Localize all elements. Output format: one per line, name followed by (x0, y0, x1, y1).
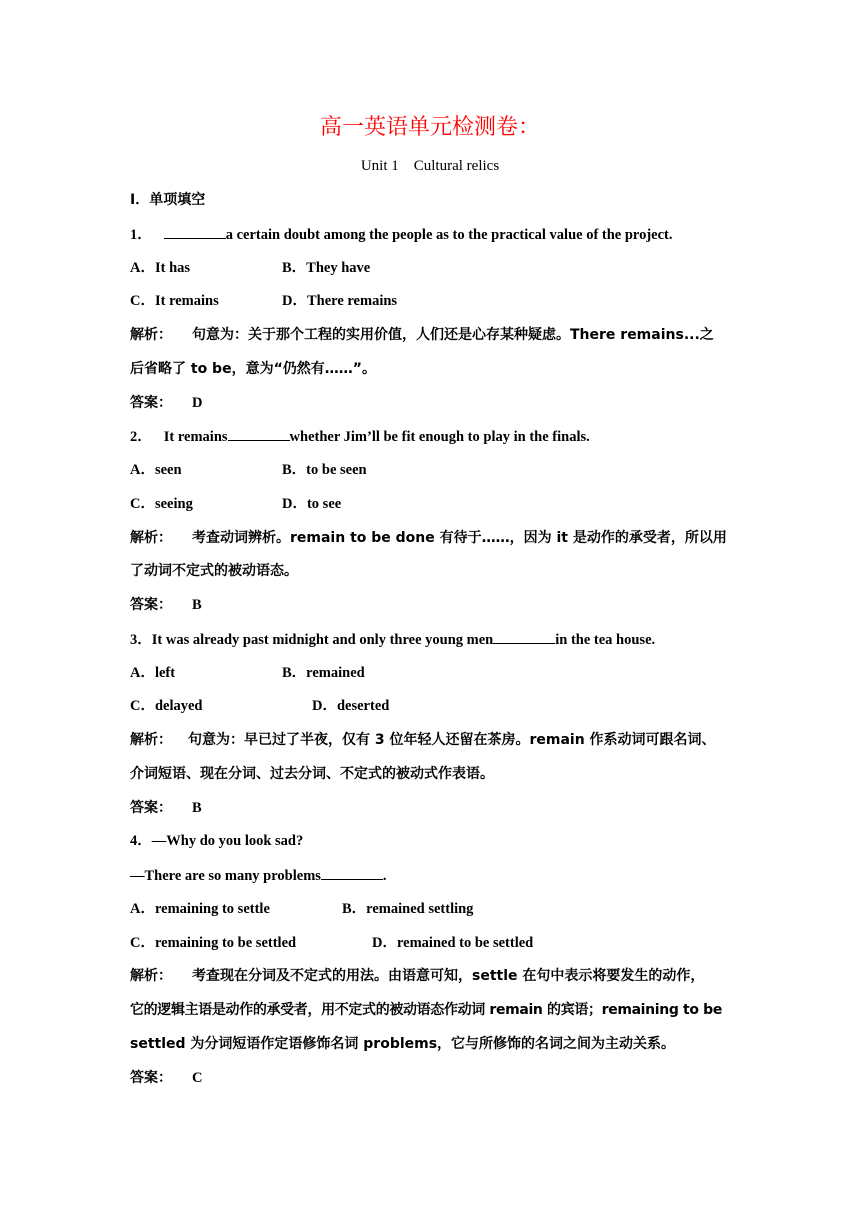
question-3-stem: 3．It was already past midnight and only three young men in the tea house. (130, 628, 740, 662)
question-4-analysis-cont: 它的逻辑主语是动作的承受者，用不定式的被动语态作动词 remain 的宾语；remaining to be (130, 1002, 722, 1018)
question-1-stem: 1． a certain doubt among the people as to the practical value of the project. (130, 223, 740, 257)
question-2-analysis-cont: 了动词不定式的被动语态。 (130, 563, 298, 580)
answer-blank (228, 425, 290, 441)
answer-blank (321, 864, 383, 880)
question-1-options-cd: C．It remains D．There remains (130, 293, 398, 310)
question-2-stem: 2． It remains whether Jim’ll be fit enough to play in the finals. (130, 425, 740, 459)
question-2-options-cd: C．seeing D．to see (130, 495, 342, 512)
question-3-options-cd: C．delayed D．deserted (130, 698, 390, 715)
question-4-analysis: 解析： 考查现在分词及不定式的用法。由语意可知，settle 在句中表示将要发生的动作， (130, 968, 705, 985)
question-2-answer: 答案： B (130, 597, 202, 613)
question-1-analysis-cont: 后省略了 to be，意为“仍然有……”。 (130, 360, 376, 377)
question-4-answer: 答案： C (130, 1069, 203, 1086)
page-subtitle: Unit 1 Cultural relics (360, 158, 500, 174)
section-heading: I．单项填空 (130, 192, 206, 208)
question-2-options-ab: A．seen B．to be seen (130, 462, 367, 478)
question-1-options-ab: A．It has B．They have (130, 259, 371, 276)
question-3-answer: 答案： B (130, 799, 202, 816)
question-4-options-ab: A．remaining to settle B．remained settling (130, 900, 474, 917)
answer-blank (493, 628, 555, 644)
question-3-analysis: 解析： 句意为：早已过了半夜，仅有 3 位年轻人还留在茶房。remain 作系动词可跟名词、 (130, 732, 716, 748)
page-title: 高一英语单元检测卷： (319, 115, 540, 140)
question-4-stem: 4．—Why do you look sad? (130, 833, 304, 850)
answer-blank (164, 223, 226, 239)
question-1-answer: 答案： D (130, 394, 203, 411)
document-body (130, 189, 740, 1100)
question-1-analysis: 解析： 句意为：关于那个工程的实用价值，人们还是心存某种疑虑。There remains...之 (130, 327, 714, 343)
question-4-analysis-cont-2: settled 为分词短语作定语修饰名词 problems，它与所修饰的名词之间为主动关系。 (130, 1035, 676, 1052)
question-3-analysis-cont: 介词短语、现在分词、过去分词、不定式的被动式作表语。 (130, 765, 494, 782)
question-4-stem-reply: —There are so many problems . (130, 864, 740, 898)
question-4-options-cd: C．remaining to be settled D．remained to be settled (130, 934, 534, 951)
question-3-options-ab: A．left B．remained (130, 664, 365, 681)
question-2-analysis: 解析： 考查动词辨析。remain to be done 有待于……，因为 it 是动作的承受者，所以用 (130, 529, 727, 546)
